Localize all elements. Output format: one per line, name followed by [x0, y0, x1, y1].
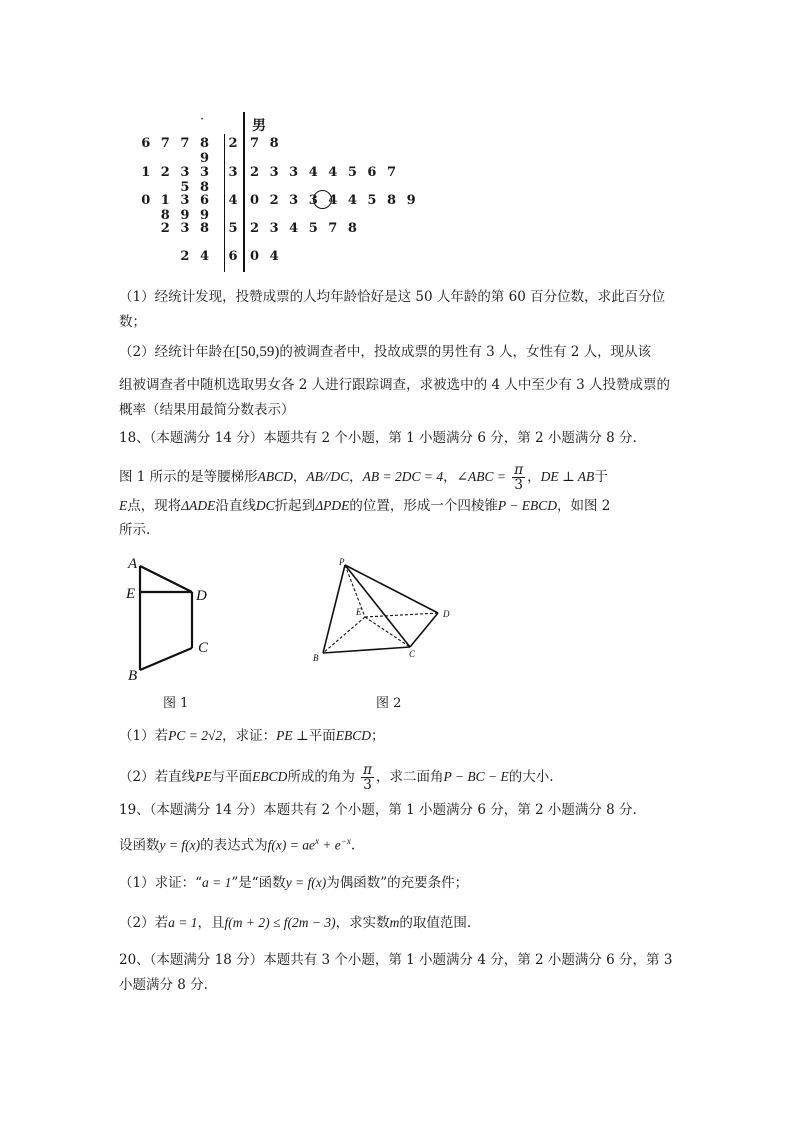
- q19-math: y = f(x): [159, 837, 201, 853]
- q18-text: 沿直线: [215, 498, 256, 514]
- q18-text: 点，现将: [127, 498, 182, 514]
- q18-part1: [119, 726, 384, 746]
- fraction-numerator: π: [363, 762, 373, 778]
- q18-math: ∠ABC =: [456, 469, 506, 484]
- q18-text: 平面: [308, 728, 336, 744]
- q17-part1-line1: （1）经统计发现，投赞成票的人均年龄恰好是这 50 人年龄的第 60 百分位数，求此百分位: [119, 289, 666, 305]
- q20-header-line2: 小题满分 8 分.: [119, 977, 208, 993]
- q18-math: E: [119, 498, 128, 513]
- q19-math: a = 1: [202, 875, 232, 890]
- fraction-denominator: 3: [514, 477, 523, 493]
- q18-math: EBCD: [252, 769, 288, 784]
- stem-leaf-stem: 6: [228, 249, 238, 264]
- figure-1-trapezoid: [120, 552, 230, 682]
- q17-part2-line3: 概率（结果用最简分数表示）: [119, 402, 295, 418]
- q18-text: 的大小.: [508, 769, 554, 785]
- q18-math: EBCD: [335, 728, 371, 743]
- q18-statement-line2: [119, 496, 610, 516]
- q19-statement: [119, 831, 355, 856]
- q18-math: ΔPDE: [315, 498, 350, 513]
- q17-interval: [50,59): [235, 344, 280, 360]
- q19-part2: [119, 913, 471, 933]
- q18-math: DC: [255, 498, 275, 513]
- q18-text: 的位置，形成一个四棱锥: [349, 498, 498, 514]
- stem-leaf-stem: 5: [228, 221, 238, 236]
- q18-math: P − BC − E: [443, 769, 509, 784]
- edge-ec-hidden: [365, 617, 410, 647]
- q18-text: 折起到: [274, 498, 316, 514]
- q18-fraction: [512, 463, 525, 492]
- q18-math: P − EBCD: [497, 498, 557, 513]
- q18-text: 与平面: [211, 769, 253, 785]
- q18-math: DE ⊥ AB: [540, 469, 595, 484]
- q18-statement-line3: 所示.: [119, 522, 151, 538]
- q19-math: a = 1: [168, 915, 198, 930]
- q19-text: 设函数: [119, 837, 160, 854]
- q18-math: PE ⊥: [276, 728, 309, 743]
- stem-leaf-stem: 4: [228, 193, 238, 208]
- q18-part2: [119, 763, 554, 792]
- stem-leaf-divider-left: [224, 134, 225, 272]
- stem-leaf-left-leaves: 2 4: [180, 249, 212, 264]
- q18-text: ，: [349, 469, 363, 485]
- q18-text: 图 1 所示的是等腰梯形: [119, 469, 258, 485]
- q18-text: ，: [292, 469, 307, 485]
- q19-text: 的表达式为: [200, 837, 268, 854]
- q19-text: （2）若: [119, 915, 169, 931]
- stem-leaf-left-leaves: 1 2 3 3 5 8: [141, 165, 212, 195]
- q19-math: m: [389, 915, 400, 930]
- figure-2-pyramid: [305, 555, 465, 665]
- q18-part2-fraction: [361, 763, 374, 792]
- circled-leaf-mark: [313, 190, 332, 209]
- q18-text: ，如图 2: [556, 498, 611, 514]
- stem-leaf-right-leaves: 7 8: [250, 136, 282, 151]
- fig2-label-p: P: [339, 557, 345, 567]
- edge-pc: [345, 565, 410, 647]
- stem-leaf-left-leaves: 6 7 7 8 9: [141, 136, 212, 166]
- q17-part1-line2: 数；: [119, 314, 146, 330]
- q19-math: f(m + 2) ≤ f(2m − 3): [224, 915, 336, 930]
- q19-text: （1）求证：“: [119, 875, 202, 891]
- q18-text: ，: [527, 469, 541, 485]
- stem-leaf-left-leaves: 0 1 3 6 8 9 9: [141, 193, 212, 223]
- edge-bc: [323, 647, 410, 653]
- q19-math: y = f(x): [285, 875, 327, 890]
- q18-text: ，: [443, 469, 457, 485]
- edge-pe-hidden: [345, 565, 365, 617]
- q18-math: ΔADE: [181, 498, 216, 513]
- fraction-numerator: π: [514, 462, 524, 478]
- fig2-label-c: C: [409, 649, 416, 659]
- fig1-label-d: D: [196, 588, 207, 604]
- stem-leaf-stem: 3: [228, 165, 238, 180]
- fraction-denominator: 3: [363, 777, 372, 793]
- stem-leaf-header-left: ·: [200, 112, 205, 127]
- q19-superscript: x: [314, 836, 319, 846]
- edge-cd: [410, 613, 438, 647]
- figure-2-caption: 图 2: [376, 696, 402, 711]
- q19-superscript: −x: [340, 836, 351, 846]
- q18-text: （1）若: [119, 728, 169, 744]
- q18-text: （2）若直线: [119, 769, 196, 785]
- stem-leaf-header-right: 男: [252, 118, 266, 134]
- q17-part2-text-b: 的被调查者中，投故成票的男性有 3 人，女性有 2 人，现从该: [279, 344, 652, 360]
- fig1-label-e: E: [126, 586, 136, 602]
- fig2-label-e: E: [356, 607, 362, 617]
- q19-part1: [119, 873, 468, 893]
- q19-text: .: [350, 837, 356, 854]
- q19-math: f(x) = ae: [267, 837, 315, 853]
- edge-ad: [140, 566, 192, 592]
- q18-header: 18、（本题满分 14 分）本题共有 2 个小题，第 1 小题满分 6 分，第 2 小题满分 8 分.: [119, 430, 637, 446]
- fig2-label-d: D: [443, 609, 450, 619]
- stem-leaf-left-leaves: 2 3 8: [160, 221, 212, 236]
- q18-math: PC = 2√2: [168, 728, 223, 743]
- q19-text: ”是“函数: [231, 875, 286, 891]
- fig1-label-b: B: [128, 668, 138, 682]
- q18-math: AB = 2DC = 4: [362, 469, 444, 484]
- q19-text: ，求实数: [335, 915, 390, 931]
- q19-math: + e: [318, 837, 341, 853]
- q20-header-line1: 20、（本题满分 18 分）本题共有 3 个小题，第 1 小题满分 4 分，第 2 小题满分 6 分，第 3: [119, 952, 673, 968]
- q19-text: 的取值范围.: [399, 915, 472, 931]
- q19-header: 19、（本题满分 14 分）本题共有 2 个小题，第 1 小题满分 6 分，第 2 小题满分 8 分.: [119, 802, 637, 818]
- stem-leaf-right-leaves: 0 4: [250, 249, 282, 264]
- stem-leaf-divider-right: [243, 112, 245, 272]
- q17-part2-line1: [119, 342, 651, 362]
- fig1-label-c: C: [198, 640, 209, 656]
- stem-leaf-stem: 2: [228, 136, 238, 151]
- edge-ed-hidden: [365, 613, 438, 617]
- q18-text: ，求证：: [222, 728, 277, 744]
- q17-part2-line2: 组被调查者中随机选取男女各 2 人进行跟踪调查，求被选中的 4 人中至少有 3 人投赞成票的: [119, 377, 671, 393]
- stem-leaf-right-leaves: 2 3 4 5 7 8: [250, 221, 360, 236]
- edge-cb: [140, 648, 192, 670]
- q18-math: AB//DC: [306, 469, 350, 484]
- stem-leaf-right-leaves: 2 3 3 4 4 5 6 7: [250, 165, 400, 180]
- q19-text: 为偶函数”的充要条件；: [326, 875, 469, 891]
- q19-text: ，且: [197, 915, 225, 931]
- q18-text: ，求二面角: [376, 769, 444, 785]
- stem-leaf-right-leaves: 0 2 3 3 4 4 5 8 9: [250, 193, 419, 208]
- q17-part2-text: （2）经统计年龄在: [119, 344, 236, 360]
- edge-pd: [345, 565, 438, 613]
- q18-statement-line1: [119, 463, 608, 492]
- fig1-label-a: A: [128, 556, 138, 572]
- q18-text: ；: [370, 728, 385, 744]
- edge-pb: [323, 565, 345, 653]
- fig2-label-b: B: [313, 653, 319, 663]
- q18-text: 于: [594, 469, 608, 485]
- q18-text: 所成的角为: [287, 769, 355, 785]
- q18-math: PE: [195, 769, 212, 784]
- q18-math: ABCD: [257, 469, 293, 484]
- figure-1-caption: 图 1: [163, 696, 189, 711]
- edge-eb-hidden: [323, 617, 365, 653]
